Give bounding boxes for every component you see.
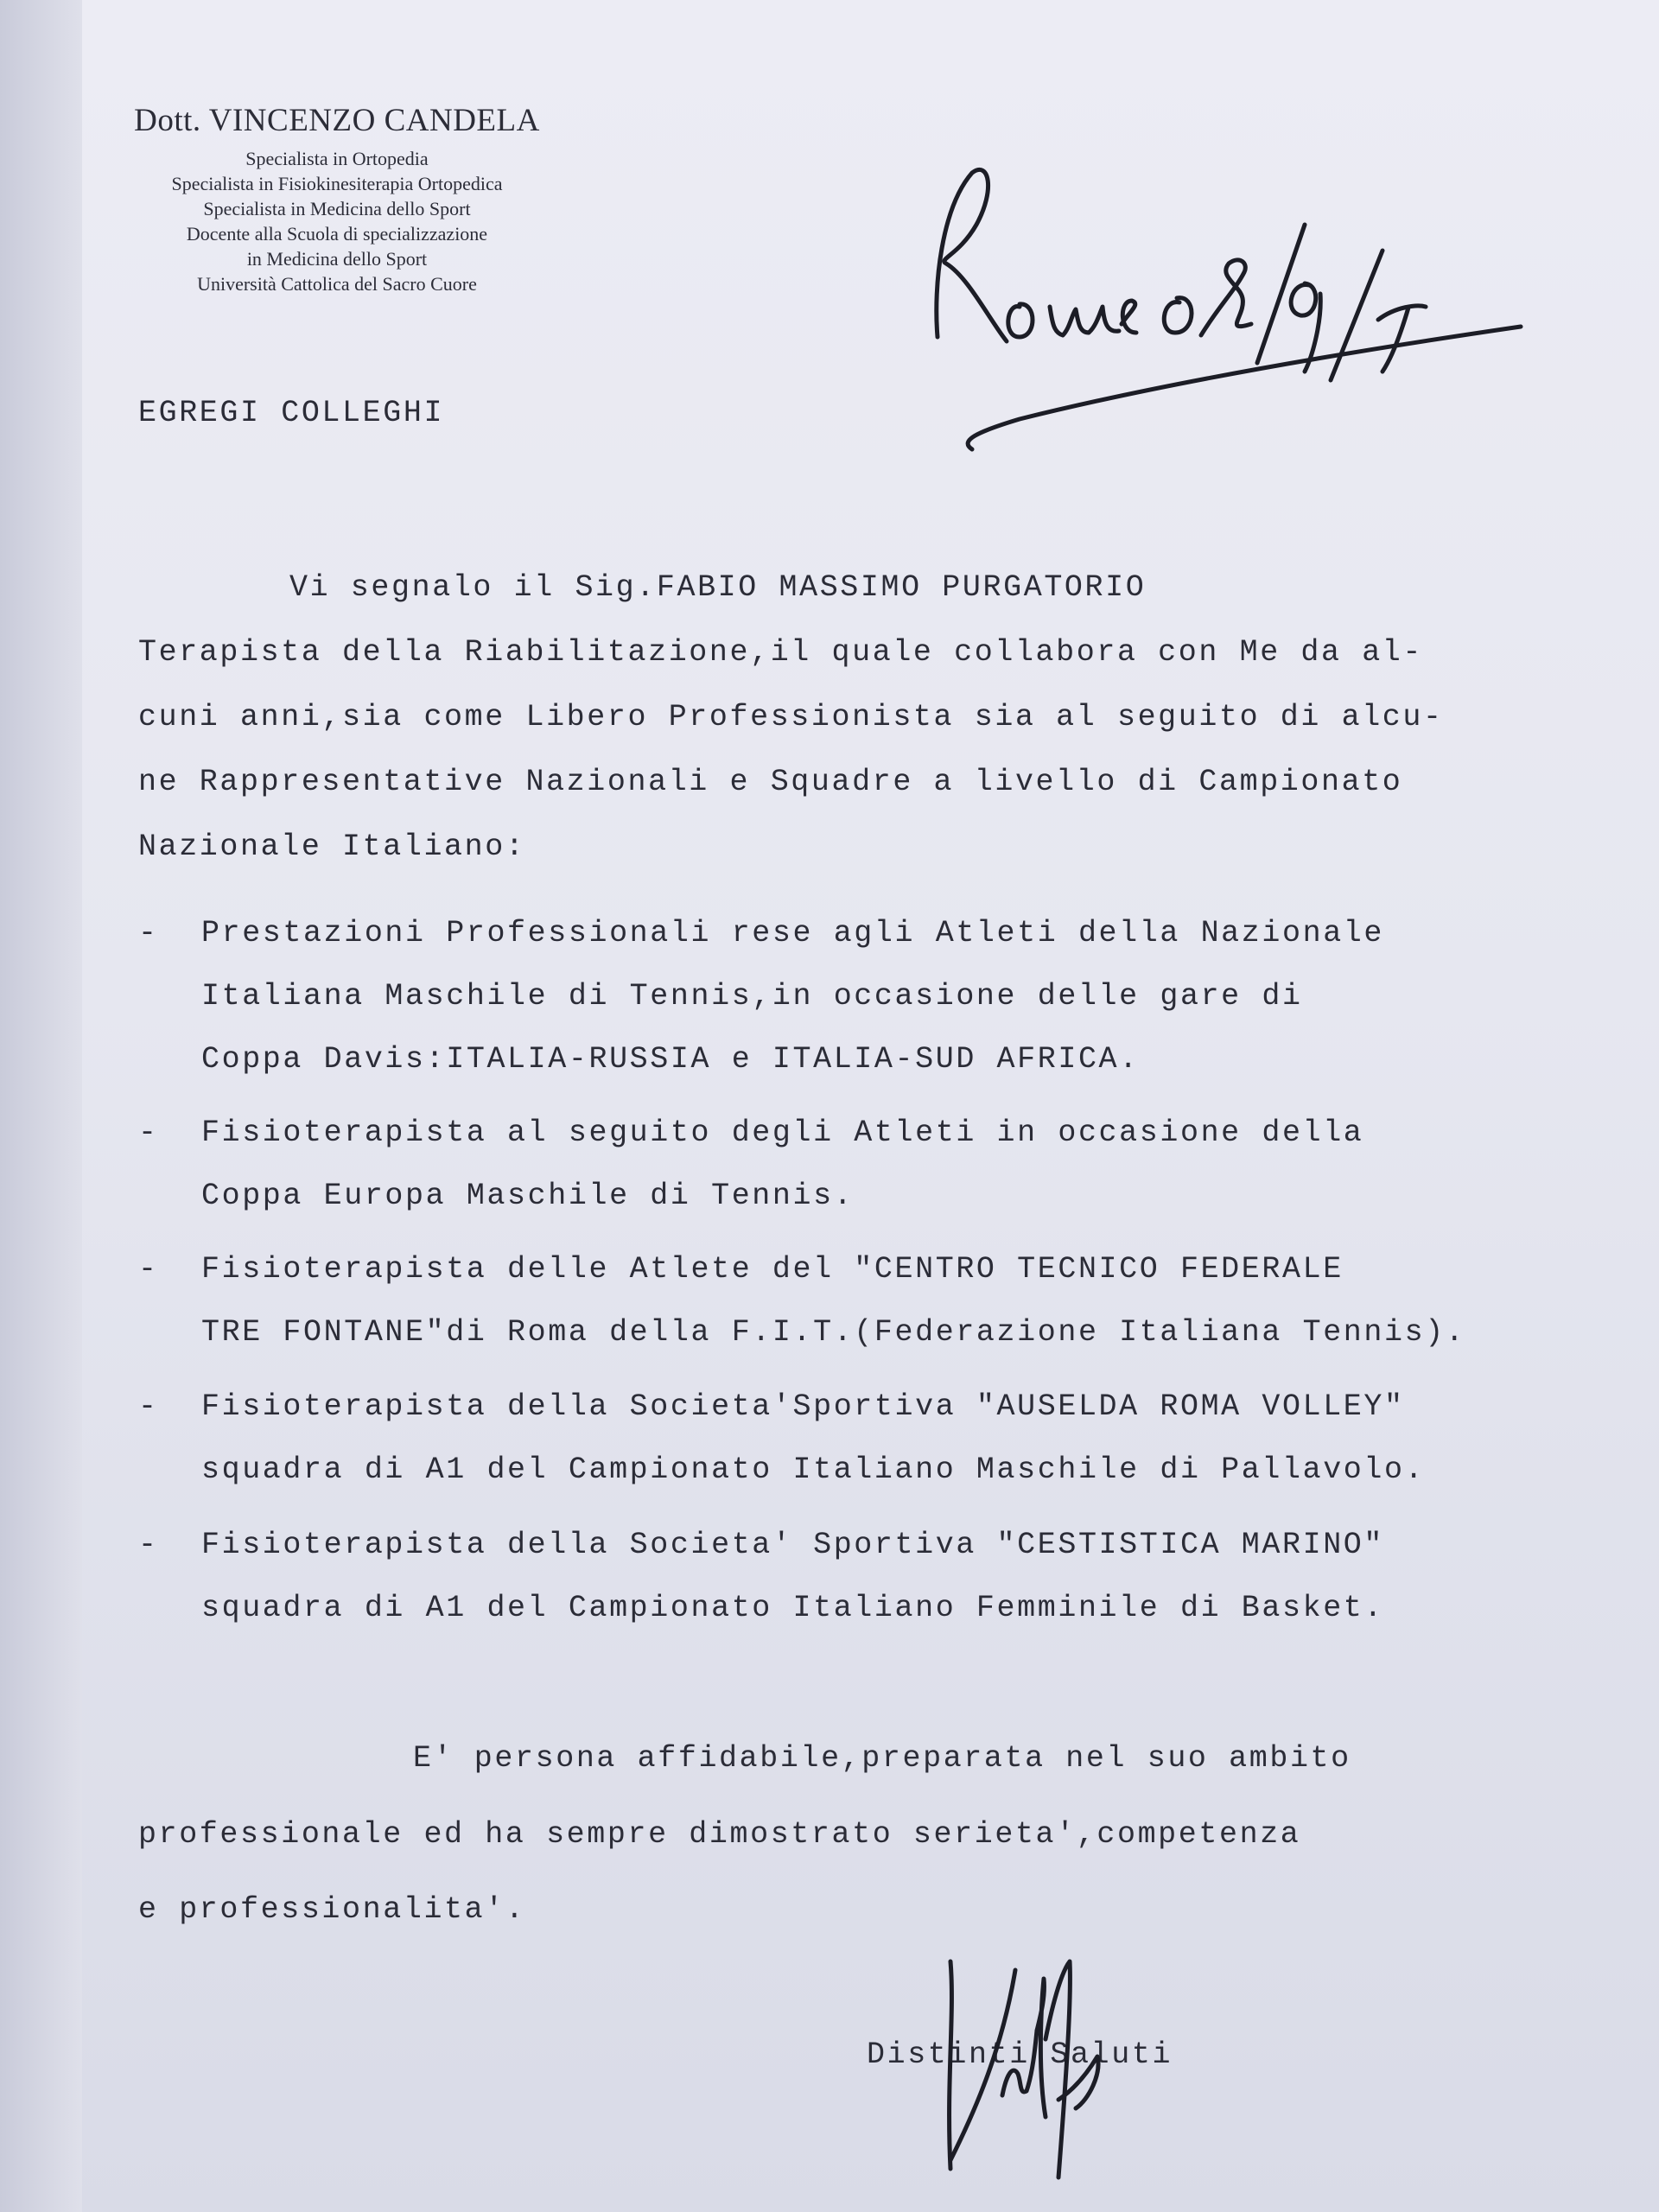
letterhead-line: Università Cattolica del Sacro Cuore xyxy=(197,273,477,295)
closing-line: E' persona affidabile,preparata nel suo ambito xyxy=(413,1741,1351,1776)
bullet-line: Coppa Davis:ITALIA-RUSSIA e ITALIA-SUD AFRICA. xyxy=(201,1042,1140,1077)
bullet-marker: - xyxy=(138,1116,157,1150)
signoff: Distinti Saluti xyxy=(867,2037,1173,2072)
bullet-line: Italiana Maschile di Tennis,in occasione delle gare di xyxy=(201,979,1303,1014)
letterhead-line: Docente alla Scuola di specializzazione xyxy=(186,223,488,245)
intro-line: Nazionale Italiano: xyxy=(138,830,526,864)
bullet-line: Fisioterapista della Societa'Sportiva "AUSELDA ROMA VOLLEY" xyxy=(201,1389,1405,1424)
bullet-line: squadra di A1 del Campionato Italiano Maschile di Pallavolo. xyxy=(201,1452,1426,1487)
bullet-marker: - xyxy=(138,1389,157,1424)
bullet-marker: - xyxy=(138,916,157,950)
letterhead xyxy=(112,102,562,296)
letterhead-line: Specialista in Ortopedia xyxy=(245,148,429,169)
handwritten-date xyxy=(899,156,1538,475)
bullet-line: squadra di A1 del Campionato Italiano Femminile di Basket. xyxy=(201,1591,1384,1625)
closing-line: professionale ed ha sempre dimostrato serieta',competenza xyxy=(138,1817,1301,1852)
bullet-marker: - xyxy=(138,1252,157,1287)
bullet-line: Fisioterapista della Societa' Sportiva "CESTISTICA MARINO" xyxy=(201,1528,1384,1562)
letterhead-line: Specialista in Fisiokinesiterapia Ortopedica xyxy=(171,173,503,194)
intro-line: ne Rappresentative Nazionali e Squadre a livello di Campionato xyxy=(138,765,1403,799)
bullet-line: Fisioterapista al seguito degli Atleti in occasione della xyxy=(201,1116,1364,1150)
intro-line: Vi segnalo il Sig.FABIO MASSIMO PURGATORIO xyxy=(289,570,1147,605)
bullet-line: TRE FONTANE"di Roma della F.I.T.(Federazione Italiana Tennis). xyxy=(201,1315,1466,1350)
letterhead-line: Specialista in Medicina dello Sport xyxy=(203,198,471,219)
bullet-line: Prestazioni Professionali rese agli Atleti della Nazionale xyxy=(201,916,1384,950)
bullet-line: Fisioterapista delle Atlete del "CENTRO TECNICO FEDERALE xyxy=(201,1252,1344,1287)
closing-line: e professionalita'. xyxy=(138,1892,526,1927)
bullet-line: Coppa Europa Maschile di Tennis. xyxy=(201,1179,855,1213)
bullet-marker: - xyxy=(138,1528,157,1562)
intro-line: Terapista della Riabilitazione,il quale collabora con Me da al- xyxy=(138,635,1424,670)
handwritten-signature xyxy=(916,1944,1141,2186)
salutation: EGREGI COLLEGHI xyxy=(138,396,445,430)
letterhead-name: Dott. VINCENZO CANDELA xyxy=(134,103,540,138)
letterhead-line: in Medicina dello Sport xyxy=(246,248,428,270)
intro-line: cuni anni,sia come Libero Professionista sia al seguito di alcu- xyxy=(138,700,1444,734)
